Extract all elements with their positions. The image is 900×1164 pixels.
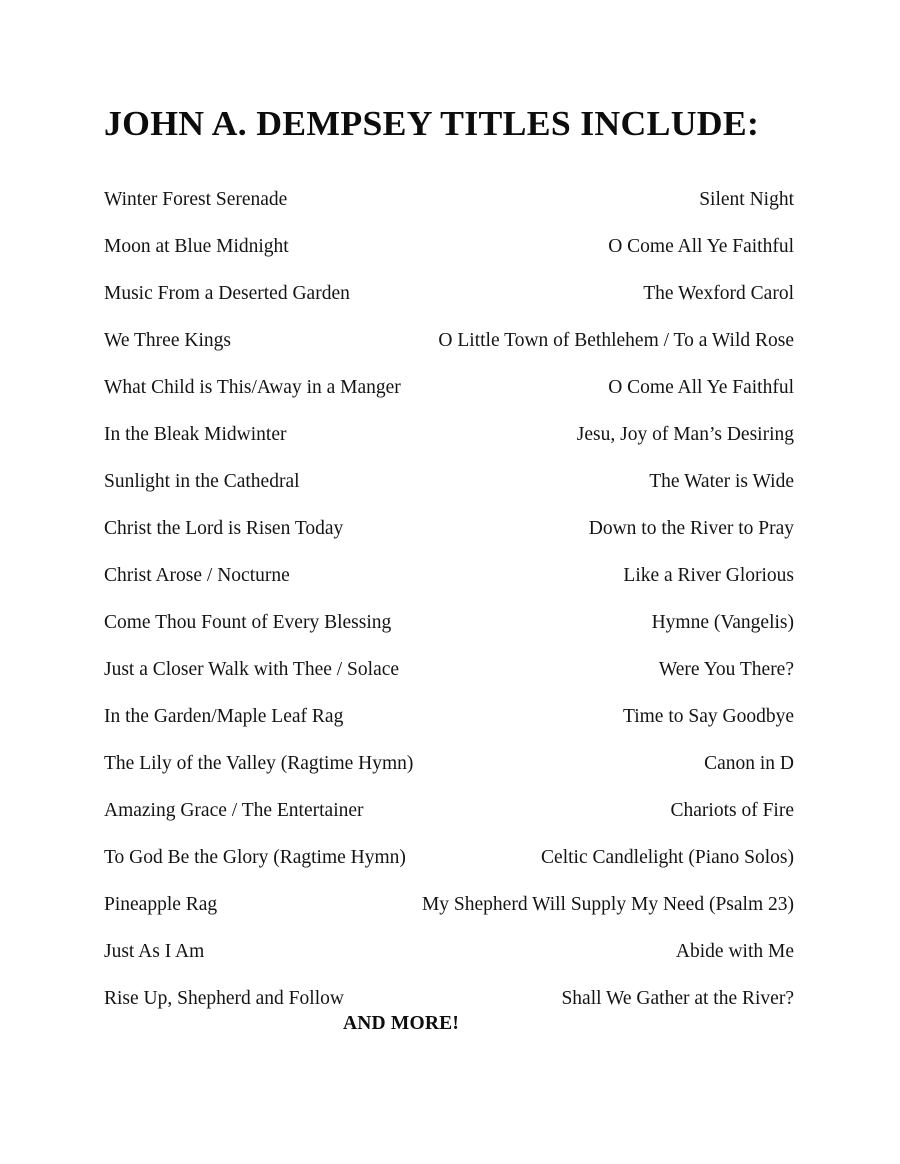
title-row xyxy=(104,329,794,376)
title-right: Shall We Gather at the River? xyxy=(561,988,794,1009)
title-right: O Come All Ye Faithful xyxy=(608,236,794,257)
title-left: Christ Arose / Nocturne xyxy=(104,565,290,586)
title-right: The Wexford Carol xyxy=(643,283,794,304)
title-left: Amazing Grace / The Entertainer xyxy=(104,800,364,821)
title-right: Chariots of Fire xyxy=(670,800,794,821)
title-left: Christ the Lord is Risen Today xyxy=(104,518,344,539)
title-row xyxy=(104,517,794,564)
title-row xyxy=(104,940,794,987)
title-left: Sunlight in the Cathedral xyxy=(104,471,300,492)
title-list xyxy=(104,188,794,1034)
title-right: Down to the River to Pray xyxy=(588,518,794,539)
title-right: My Shepherd Will Supply My Need (Psalm 23) xyxy=(421,894,794,915)
title-row xyxy=(104,846,794,893)
title-left: Come Thou Fount of Every Blessing xyxy=(104,612,392,633)
title-right: Canon in D xyxy=(704,753,794,774)
title-row xyxy=(104,799,794,846)
title-row xyxy=(104,235,794,282)
title-right: Like a River Glorious xyxy=(623,565,794,586)
title-row xyxy=(104,282,794,329)
title-left: Music From a Deserted Garden xyxy=(104,283,350,304)
title-row xyxy=(104,893,794,940)
title-right: O Little Town of Bethlehem / To a Wild Rose xyxy=(438,330,794,351)
title-row xyxy=(104,705,794,752)
title-left: Winter Forest Serenade xyxy=(104,189,288,210)
title-row xyxy=(104,564,794,611)
title-row xyxy=(104,658,794,705)
title-row xyxy=(104,470,794,517)
title-right: Abide with Me xyxy=(675,941,794,962)
title-right: Hymne (Vangelis) xyxy=(651,612,794,633)
title-left: What Child is This/Away in a Manger xyxy=(104,377,401,398)
title-right: Were You There? xyxy=(658,659,794,680)
title-left: Rise Up, Shepherd and Follow xyxy=(104,988,344,1009)
title-row xyxy=(104,423,794,470)
title-right: Celtic Candlelight (Piano Solos) xyxy=(541,847,794,868)
title-left: In the Bleak Midwinter xyxy=(104,424,287,445)
title-row xyxy=(104,376,794,423)
title-left: In the Garden/Maple Leaf Rag xyxy=(104,706,344,727)
title-left: The Lily of the Valley (Ragtime Hymn) xyxy=(104,753,414,774)
title-left: We Three Kings xyxy=(104,330,231,351)
title-right: Silent Night xyxy=(699,189,794,210)
and-more-note: AND MORE! xyxy=(342,1013,460,1034)
title-right: Jesu, Joy of Man’s Desiring xyxy=(576,424,794,445)
title-left: Just a Closer Walk with Thee / Solace xyxy=(104,659,400,680)
title-right: Time to Say Goodbye xyxy=(623,706,794,727)
title-left: To God Be the Glory (Ragtime Hymn) xyxy=(104,847,406,868)
title-row xyxy=(104,188,794,235)
title-left: Just As I Am xyxy=(104,941,205,962)
title-row xyxy=(104,752,794,799)
title-right: O Come All Ye Faithful xyxy=(608,377,794,398)
title-left: Pineapple Rag xyxy=(104,894,218,915)
title-row xyxy=(104,611,794,658)
title-right: The Water is Wide xyxy=(649,471,794,492)
page-title: JOHN A. DEMPSEY TITLES INCLUDE: xyxy=(104,104,760,143)
title-left: Moon at Blue Midnight xyxy=(104,236,289,257)
